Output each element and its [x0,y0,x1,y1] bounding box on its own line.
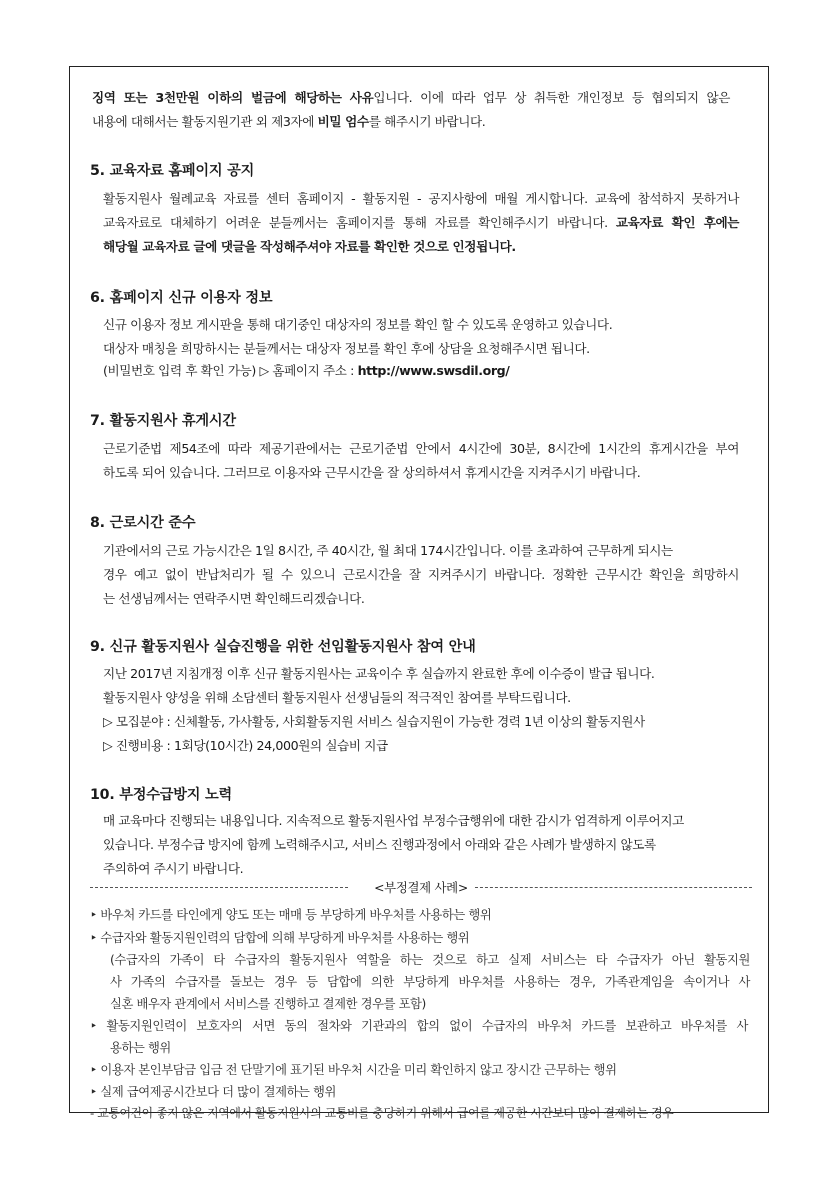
section-5-line-2: 교육자료로 대체하기 어려운 분들께서는 홈페이지를 통해 자료를 확인해주시기 바랍니다. 교육자료 확인 후에는 [103,215,739,230]
section-5-title: 5. 교육자료 홈페이지 공지 [90,163,255,179]
case-box-label: <부정결제 사례> [368,880,474,895]
intro-penalty-text: 징역 또는 3천만원 이하의 벌금에 해당하는 사유 [92,90,374,105]
section-7-line-2: 하도록 되어 있습니다. 그러므로 이용자와 근무시간을 잘 상의하셔서 휴게시간을 지켜주시기 바랍니다. [103,465,641,480]
case-item-1: ‣ 바우처 카드를 타인에게 양도 또는 매매 등 부당하게 바우처를 사용하는 행위 [90,908,492,922]
section-8-line-1: 기관에서의 근로 가능시간은 1일 8시간, 주 40시간, 월 최대 174시간입니다. 이를 초과하여 근무하게 되시는 [103,543,673,558]
section-9-line-3: ▷ 모집분야 : 신체활동, 가사활동, 사회활동지원 서비스 실습지원이 가능한 경력 1년 이상의 활동지원사 [103,714,645,729]
section-6-line-1: 신규 이용자 정보 게시판을 통해 대기중인 대상자의 정보를 확인 할 수 있도록 운영하고 있습니다. [103,317,613,332]
section-10-line-3: 주의하여 주시기 바랍니다. [103,861,244,876]
case-item-3: ‣ 활동지원인력이 보호자의 서면 동의 절차와 기관과의 합의 없이 수급자의 바우처 카드를 보관하고 바우처를 사 [90,1019,748,1033]
section-8-title: 8. 근로시간 준수 [90,515,196,531]
section-7-title: 7. 활동지원사 휴게시간 [90,413,236,429]
section-9-line-4: ▷ 진행비용 : 1회당(10시간) 24,000원의 실습비 지급 [103,738,388,753]
case-item-6: - 교통여건이 좋지 않은 지역에서 활동지원사의 교통비를 충당하기 위해서 급여를 제공한 시간보다 많이 결제하는 경우 [90,1106,674,1120]
section-5-line-3: 해당월 교육자료 글에 댓글을 작성해주셔야 자료를 확인한 것으로 인정됩니다. [103,239,516,254]
case-item-2-detail-1: (수급자의 가족이 타 수급자의 활동지원사 역할을 하는 것으로 하고 실제 서비스는 타 수급자가 아닌 활동지원 [110,953,750,967]
intro-line-2: 내용에 대해서는 활동지원기관 외 제3자에 비밀 엄수를 해주시기 바랍니다. [92,114,486,129]
confidentiality-text: 비밀 엄수 [317,114,369,129]
section-7-line-1: 근로기준법 제54조에 따라 제공기관에서는 근로기준법 안에서 4시간에 30분, 8시간에 1시간의 휴게시간을 부여 [103,441,739,456]
section-9-line-1: 지난 2017년 지침개정 이후 신규 활동지원사는 교육이수 후 실습까지 완료한 후에 이수증이 발급 됩니다. [103,666,655,681]
section-10-title: 10. 부정수급방지 노력 [90,787,233,803]
case-separator [90,878,752,896]
homepage-url-link[interactable]: http://www.swsdil.org/ [357,363,510,378]
section-6-title: 6. 홈페이지 신규 이용자 정보 [90,290,273,306]
case-item-2-detail-3: 실혼 배우자 관계에서 서비스를 진행하고 결제한 경우를 포함) [110,997,426,1011]
section-8-line-2: 경우 예고 없이 반납처리가 될 수 있으니 근로시간을 잘 지켜주시기 바랍니다. 정확한 근무시간 확인을 희망하시 [103,567,739,582]
case-item-4: ‣ 이용자 본인부담금 입금 전 단말기에 표기된 바우처 시간을 미리 확인하지 않고 장시간 근무하는 행위 [90,1063,617,1077]
section-10-line-1: 매 교육마다 진행되는 내용입니다. 지속적으로 활동지원사업 부정수급행위에 대한 감시가 엄격하게 이루어지고 [103,813,684,828]
case-item-3-cont: 용하는 행위 [110,1041,171,1055]
section-10-line-2: 있습니다. 부정수급 방지에 함께 노력해주시고, 서비스 진행과정에서 아래와 같은 사례가 발생하지 않도록 [103,837,656,852]
section-5-line-1: 활동지원사 월례교육 자료를 센터 홈페이지 - 활동지원 - 공지사항에 매월 게시합니다. 교육에 참석하지 못하거나 [103,191,739,206]
section-6-line-3: (비밀번호 입력 후 확인 가능) ▷ 홈페이지 주소 : http://www.swsdil.org/ [103,363,510,378]
case-box-label-wrap [90,878,752,896]
section-9-title: 9. 신규 활동지원사 실습진행을 위한 선임활동지원사 참여 안내 [90,639,476,655]
intro-line-1: 징역 또는 3천만원 이하의 벌금에 해당하는 사유입니다. 이에 따라 업무 상 취득한 개인정보 등 협의되지 않은 [92,90,730,105]
section-8-line-3: 는 선생님께서는 연락주시면 확인해드리겠습니다. [103,591,365,606]
case-item-5: ‣ 실제 급여제공시간보다 더 많이 결제하는 행위 [90,1085,337,1099]
section-9-line-2: 활동지원사 양성을 위해 소담센터 활동지원사 선생님들의 적극적인 참여를 부탁드립니다. [103,690,571,705]
case-item-2: ‣ 수급자와 활동지원인력의 담합에 의해 부당하게 바우처를 사용하는 행위 [90,931,470,945]
section-6-line-2: 대상자 매칭을 희망하시는 분들께서는 대상자 정보를 확인 후에 상담을 요청해주시면 됩니다. [103,341,590,356]
case-item-2-detail-2: 사 가족의 수급자를 돌보는 경우 등 담합에 의한 부당하게 바우처를 사용하는 경우, 가족관계임을 속이거나 사 [110,975,750,989]
